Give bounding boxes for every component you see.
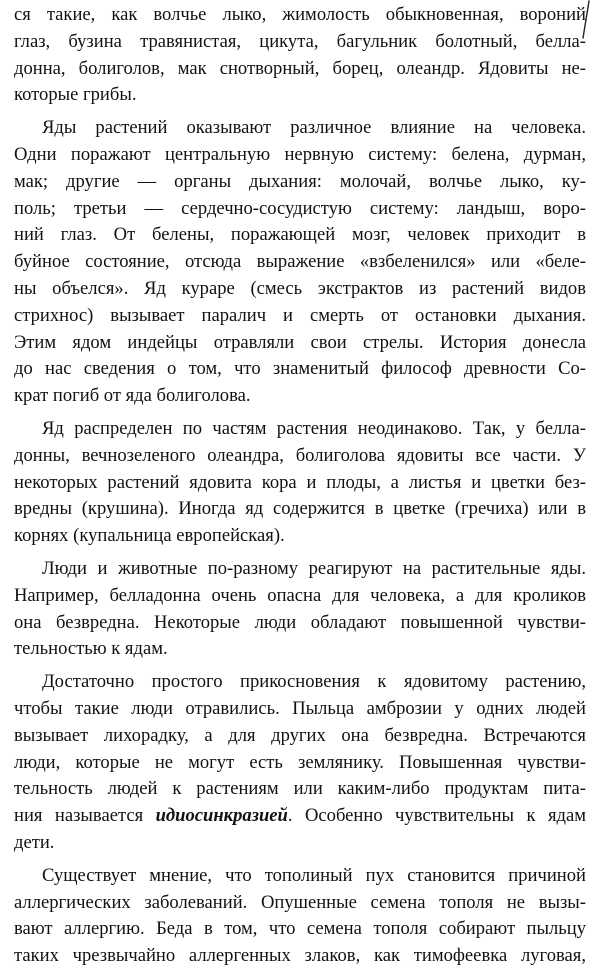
text-line: [14, 943, 586, 970]
text-line-content: вызывает лихорадку, а для других она безвредна. Встречаются: [14, 724, 586, 746]
text-line: [14, 583, 586, 610]
text-line: [14, 556, 586, 583]
text-line-content: Существует мнение, что тополиный пух становится причиной: [42, 864, 586, 886]
text-line-content: вают аллергию. Беда в том, что семена тополя собирают пыльцу: [14, 918, 586, 940]
text-line-content: крат погиб от яда болиголова.: [14, 385, 251, 407]
text-line: [14, 29, 586, 56]
text-line-content: Достаточно простого прикосновения к ядовитому растению,: [42, 671, 586, 693]
text-line-content: донны, вечнозеленого олеандра, болиголова ядовиты все части. У: [14, 444, 586, 466]
text-line-content: глаз, бузина травянистая, цикута, багульник болотный, белла-: [14, 30, 586, 52]
text-line-content: донна, болиголов, мак снотворный, борец, олеандр. Ядовиты не-: [14, 57, 586, 79]
text-line-content: ся такие, как волчье лыко, жимолость обыкновенная, вороний: [14, 4, 586, 25]
text-line-content: ний глаз. От белены, поражающей мозг, человек приходит в: [14, 224, 586, 246]
text-line: [14, 890, 586, 917]
text-line-content: Люди и животные по-разному реагируют на растительные яды.: [42, 557, 586, 579]
document-body: [14, 2, 586, 970]
text-line-content: вредны (крушина). Иногда яд содержится в цветке (гречиха) или в: [14, 498, 586, 520]
text-line: [14, 249, 586, 276]
text-line: [14, 416, 586, 443]
text-line-content: Одни поражают центральную нервную систему: белена, дурман,: [14, 143, 586, 165]
text-line-content: мак; другие — органы дыхания: молочай, волчье лыко, ку-: [14, 170, 586, 192]
text-line-content: аллергических заболеваний. Опушенные семена тополя не вызы-: [14, 891, 586, 913]
text-line-continuation: . Особенно чувствительны к ядам: [287, 805, 586, 827]
text-line-content: поль; третьи — сердечно-сосудистую систему: ландыш, воро-: [14, 197, 586, 219]
text-line-content: ны объелся». Яд кураре (смесь экстрактов из растений видов: [14, 277, 586, 299]
text-line: [14, 276, 586, 303]
text-line: [14, 863, 586, 890]
text-line: [14, 830, 586, 857]
text-line: [14, 496, 586, 523]
text-line: [14, 196, 586, 223]
text-line: [14, 723, 586, 750]
text-line-content: таких чрезвычайно аллергенных злаков, как тимофеевка луговая,: [14, 945, 586, 967]
text-line: [14, 669, 586, 696]
text-line: [14, 470, 586, 497]
text-line: [14, 82, 586, 109]
text-line-content: Например, белладонна очень опасна для человека, а для кроликов: [14, 584, 586, 606]
text-line-content: ния называется: [14, 805, 156, 827]
text-line-content: она безвредна. Некоторые люди обладают повышенной чувстви-: [14, 611, 586, 633]
text-line-content: тельность людей к растениям или каким-либо продуктам пита-: [14, 778, 586, 800]
italic-term: идиосинкразией: [155, 805, 288, 827]
text-line: [14, 356, 586, 383]
text-line-content: некоторых растений ядовита кора и плоды, а листья и цветки без-: [14, 471, 586, 493]
text-line: [14, 523, 586, 550]
text-line-content: стрихнос) вызывает паралич и смерть от остановки дыхания.: [14, 304, 586, 326]
pencil-mark-icon: [580, 0, 592, 40]
text-line: [14, 56, 586, 83]
text-line: [14, 443, 586, 470]
text-line: [14, 916, 586, 943]
text-line: [14, 636, 586, 663]
text-line: [14, 696, 586, 723]
text-line-content: буйное состояние, отсюда выражение «взбеленился» или «беле-: [14, 251, 586, 273]
text-line: [14, 383, 586, 410]
text-line-content: которые грибы.: [14, 84, 137, 106]
text-line: [14, 750, 586, 777]
text-line-content: корнях (купальница европейская).: [14, 525, 285, 547]
text-line-content: чтобы такие люди отравились. Пыльца амброзии у одних людей: [14, 697, 586, 719]
text-line: [14, 303, 586, 330]
text-line-content: Этим ядом индейцы отравляли свои стрелы. История донесла: [14, 331, 586, 353]
text-line-content: тельностью к ядам.: [14, 638, 168, 660]
text-line-content: Яды растений оказывают различное влияние на человека.: [42, 117, 586, 139]
text-line: [14, 222, 586, 249]
text-line: [14, 610, 586, 637]
text-line: [14, 330, 586, 357]
text-line-content: Яд распределен по частям растения неодинаково. Так, у белла-: [42, 417, 586, 439]
text-line: [14, 803, 586, 830]
text-line-content: до нас сведения о том, что знаменитый философ древности Со-: [14, 358, 586, 380]
text-line: [14, 2, 586, 29]
text-line: [14, 115, 586, 142]
text-line-content: люди, которые не могут есть землянику. Повышенная чувстви-: [14, 751, 586, 773]
text-line-content: дети.: [14, 831, 55, 853]
text-line: [14, 142, 586, 169]
text-line: [14, 776, 586, 803]
text-line: [14, 169, 586, 196]
